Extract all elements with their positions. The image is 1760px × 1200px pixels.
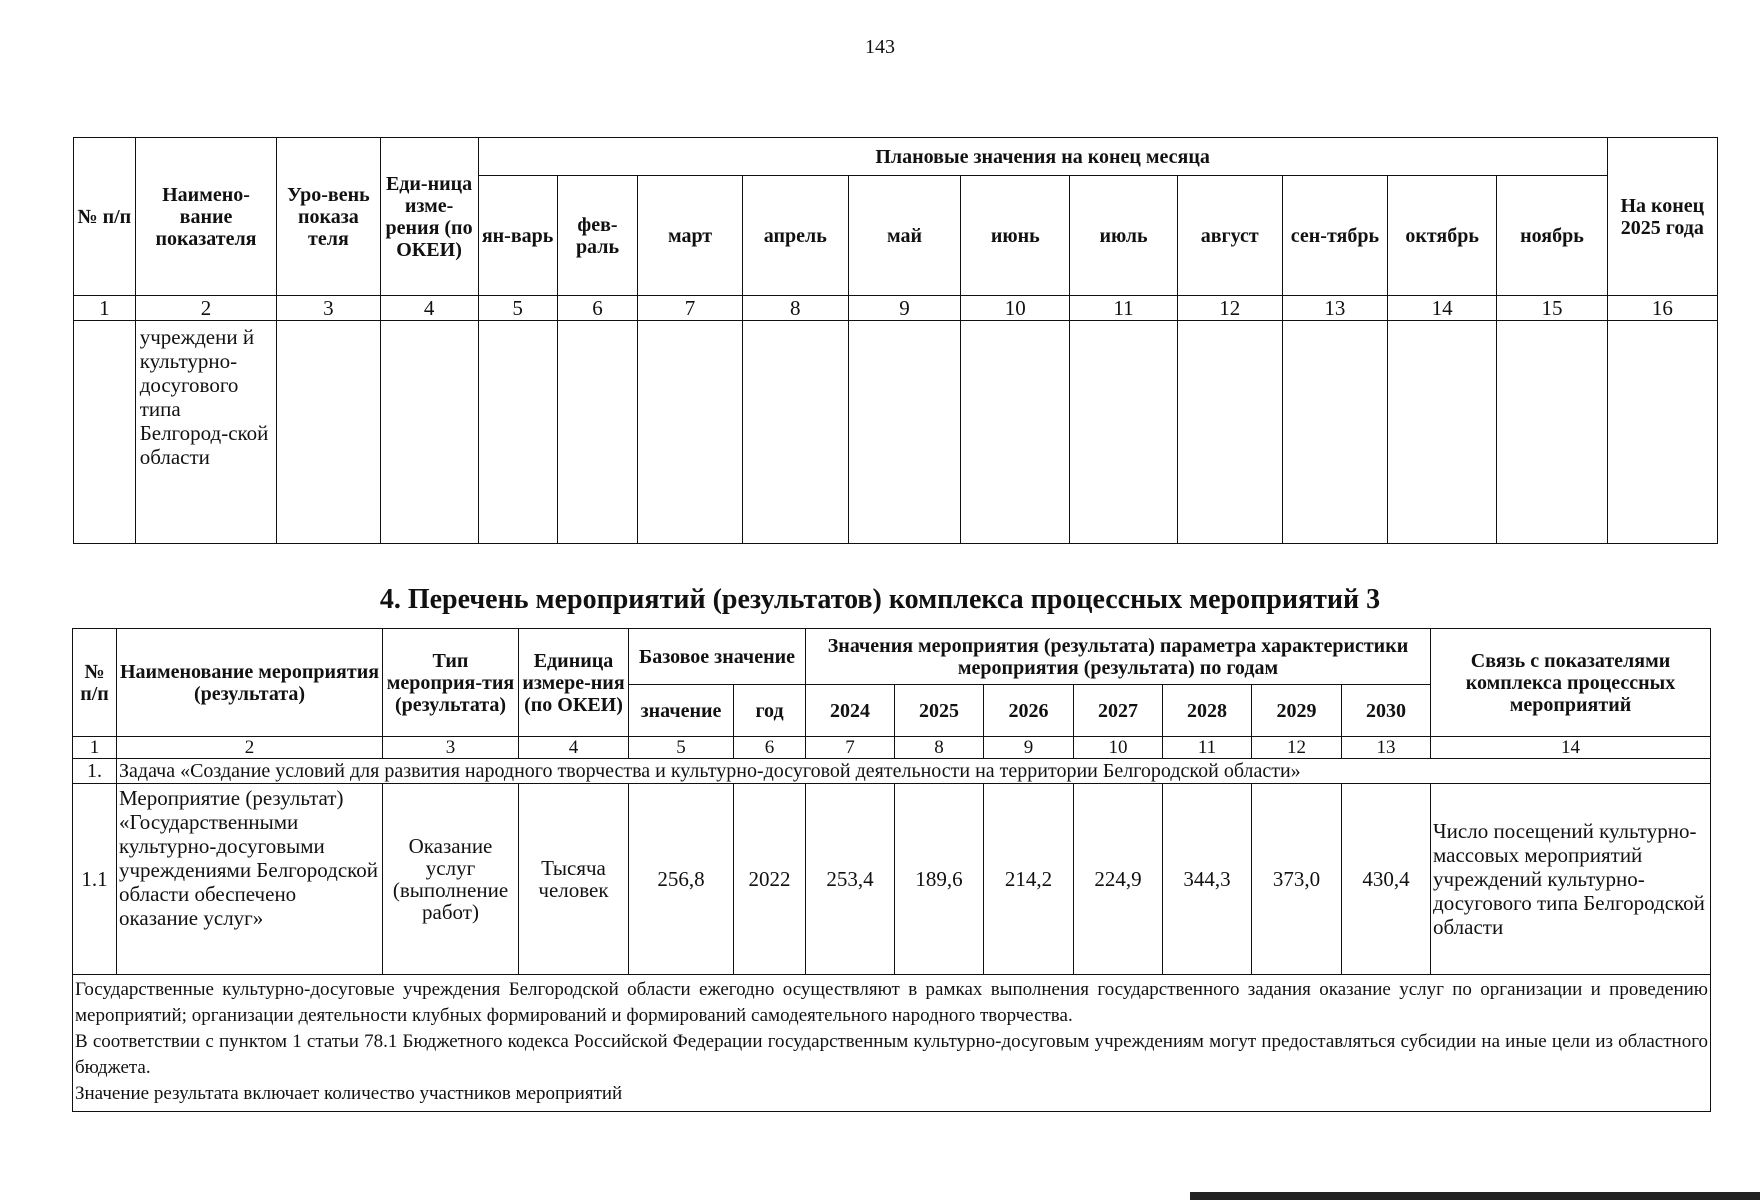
t1-month: ян-варь (478, 176, 557, 296)
t2-row-value: 253,4 (806, 784, 895, 975)
t2-col-number: 9 (984, 737, 1074, 759)
t1-col-number: 4 (380, 296, 478, 321)
t1-col-number: 6 (557, 296, 638, 321)
t1-col-number: 11 (1070, 296, 1177, 321)
t2-col-number: 7 (806, 737, 895, 759)
activities-table (72, 628, 1711, 1112)
t1-cell-empty (638, 321, 742, 544)
t2-note-paragraph: Государственные культурно-досуговые учреждения Белгородской области ежегодно осуществляют в рамках выполнения государственного задания оказание услуг по организации и проведению мероприятий; организации деятельности клубных формирований и формирований самодеятельного народного творчества. (75, 979, 1709, 1026)
t2-header-link: Связь с показателями комплекса процессных мероприятий (1431, 629, 1711, 737)
t1-cell-empty (277, 321, 380, 544)
t2-header-name: Наименование мероприятия (результата) (117, 629, 383, 737)
t1-cell-empty (1497, 321, 1607, 544)
t2-col-number: 1 (73, 737, 117, 759)
t1-col-number: 8 (742, 296, 848, 321)
t1-cell-empty (478, 321, 557, 544)
t1-header-name: Наимено-вание показателя (135, 138, 277, 296)
t2-row-value: 224,9 (1074, 784, 1163, 975)
t2-row-type: Оказание услуг (выполнение работ) (383, 784, 519, 975)
t1-col-number: 10 (961, 296, 1070, 321)
t1-month: март (638, 176, 742, 296)
t1-col-number: 3 (277, 296, 380, 321)
t2-note-paragraph: Значение результата включает количество участников мероприятий (75, 1083, 623, 1104)
t1-continuation-name: учреждени й культурно-досугового типа Белгород-ской области (135, 321, 277, 544)
t1-month: сен-тябрь (1282, 176, 1387, 296)
t2-result-row (73, 784, 1711, 975)
t2-row-unit: Тысяча человек (519, 784, 629, 975)
t2-note-paragraph: В соответствии с пунктом 1 статьи 78.1 Бюджетного кодекса Российской Федерации государственным культурно-досуговым учреждениям могут предоставляться субсидии на иные цели из областного бюджета. (75, 1031, 1709, 1078)
t2-row-value: 344,3 (1163, 784, 1252, 975)
t2-header-year: 2024 (806, 685, 895, 737)
t1-month: фев-раль (557, 176, 638, 296)
t1-cell-empty (1177, 321, 1282, 544)
t2-header-year: 2026 (984, 685, 1074, 737)
t1-month: ноябрь (1497, 176, 1607, 296)
t1-cell-empty (1282, 321, 1387, 544)
t2-row-base-value: 256,8 (629, 784, 734, 975)
t1-col-number: 1 (74, 296, 136, 321)
t1-cell-empty (848, 321, 960, 544)
t2-col-number: 6 (734, 737, 806, 759)
t2-col-number: 5 (629, 737, 734, 759)
t1-col-number: 2 (135, 296, 277, 321)
t2-header-unit: Единица измере-ния (по ОКЕИ) (519, 629, 629, 737)
t2-header-base-value: значение (629, 685, 734, 737)
t2-header-year: 2030 (1342, 685, 1431, 737)
t1-col-number: 12 (1177, 296, 1282, 321)
t1-col-number: 16 (1607, 296, 1717, 321)
t2-col-number: 8 (895, 737, 984, 759)
t1-month: июнь (961, 176, 1070, 296)
t1-header-unit: Еди-ница изме-рения (по ОКЕИ) (380, 138, 478, 296)
t2-row-value: 373,0 (1252, 784, 1342, 975)
t2-col-number: 10 (1074, 737, 1163, 759)
t2-col-number: 13 (1342, 737, 1431, 759)
t2-header-base: Базовое значение (629, 629, 806, 685)
t1-col-number: 15 (1497, 296, 1607, 321)
t1-cell-empty (742, 321, 848, 544)
t1-cell-empty (557, 321, 638, 544)
t2-row-value: 430,4 (1342, 784, 1431, 975)
t1-col-number: 5 (478, 296, 557, 321)
t1-header-planned: Плановые значения на конец месяца (478, 138, 1607, 176)
t2-row-name: Мероприятие (результат) «Государственными культурно-досуговыми учреждениями Белгородской области обеспечено оказание услуг» (117, 784, 383, 975)
t1-cell-empty (1388, 321, 1497, 544)
t1-header-level: Уро-вень показа теля (277, 138, 380, 296)
t2-task-row (73, 759, 1711, 784)
t2-header-year: 2029 (1252, 685, 1342, 737)
t2-col-number: 11 (1163, 737, 1252, 759)
t1-cell-empty (1070, 321, 1177, 544)
planned-values-table (73, 137, 1718, 544)
t1-continuation-row (74, 321, 1718, 544)
t1-header-end-year: На конец 2025 года (1607, 138, 1717, 296)
t2-row-base-year: 2022 (734, 784, 806, 975)
t1-cell-empty (961, 321, 1070, 544)
t2-header-values: Значения мероприятия (результата) параметра характеристики мероприятия (результата) по годам (806, 629, 1431, 685)
t1-header-num: № п/п (74, 138, 136, 296)
t2-header-base-year: год (734, 685, 806, 737)
t2-notes-row (73, 975, 1711, 1112)
t1-month: май (848, 176, 960, 296)
t1-month: июль (1070, 176, 1177, 296)
page-number: 143 (865, 36, 895, 58)
t2-header-year: 2025 (895, 685, 984, 737)
t2-task-num: 1. (73, 759, 117, 784)
t1-col-number: 7 (638, 296, 742, 321)
t2-header-year: 2027 (1074, 685, 1163, 737)
t2-task-text: Задача «Создание условий для развития народного творчества и культурно-досуговой деятельности на территории Белгородской области» (117, 759, 1711, 784)
scan-edge-shadow (1190, 1192, 1760, 1200)
t2-row-num: 1.1 (73, 784, 117, 975)
t1-col-number: 14 (1388, 296, 1497, 321)
t1-cell-empty (74, 321, 136, 544)
t1-col-number: 13 (1282, 296, 1387, 321)
t2-col-number: 4 (519, 737, 629, 759)
t2-header-year: 2028 (1163, 685, 1252, 737)
section-title: 4. Перечень мероприятий (результатов) комплекса процессных мероприятий 3 (379, 584, 1381, 615)
t2-row-value: 189,6 (895, 784, 984, 975)
t2-header-num: № п/п (73, 629, 117, 737)
t1-cell-empty (380, 321, 478, 544)
t2-column-numbers (73, 737, 1711, 759)
t2-col-number: 3 (383, 737, 519, 759)
t2-col-number: 14 (1431, 737, 1711, 759)
t1-month: апрель (742, 176, 848, 296)
t2-col-number: 2 (117, 737, 383, 759)
t1-column-numbers (74, 296, 1718, 321)
t2-col-number: 12 (1252, 737, 1342, 759)
t2-notes-cell (73, 975, 1711, 1112)
t2-row-link: Число посещений культурно-массовых мероприятий учреждений культурно-досугового типа Белгородской области (1431, 784, 1711, 975)
t1-col-number: 9 (848, 296, 960, 321)
t1-cell-empty (1607, 321, 1717, 544)
t2-header-type: Тип мероприя-тия (результата) (383, 629, 519, 737)
t2-row-value: 214,2 (984, 784, 1074, 975)
t1-month: август (1177, 176, 1282, 296)
t1-month: октябрь (1388, 176, 1497, 296)
